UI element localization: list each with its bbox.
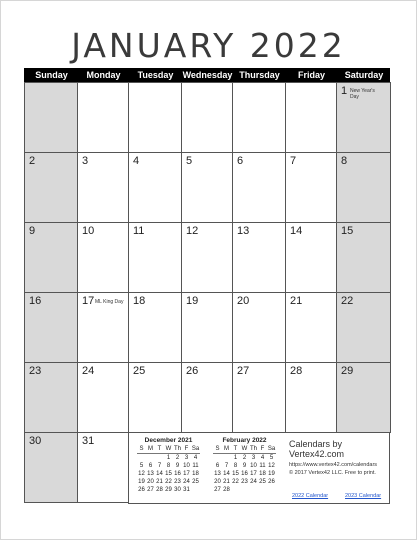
- mini-day: 7: [157, 463, 162, 469]
- day-number: 13: [237, 225, 250, 237]
- day-cell-30[interactable]: [24, 432, 78, 503]
- mini-day: [146, 454, 155, 463]
- mini-day: 13: [214, 471, 221, 477]
- empty-day-cell[interactable]: [128, 82, 182, 153]
- mini-day: 24: [183, 479, 190, 485]
- mini-day: 6: [148, 463, 153, 469]
- mini-day: 22: [232, 479, 239, 485]
- day-cell-19[interactable]: [181, 292, 233, 363]
- mini-day: 14: [223, 471, 230, 477]
- mini-weekday: Th: [249, 446, 257, 452]
- day-cell-10[interactable]: [77, 222, 129, 293]
- brand-url: https://www.vertex42.com/calendars: [289, 462, 378, 468]
- calendar-grid: [24, 68, 390, 504]
- mini-weekday: T: [155, 445, 164, 454]
- mini-day: 18: [259, 471, 266, 477]
- credits: [289, 439, 389, 476]
- mini-day: 8: [166, 463, 171, 469]
- day-number: 28: [290, 365, 303, 377]
- mini-day: 16: [241, 471, 248, 477]
- day-number: 6: [237, 155, 244, 167]
- day-number: 4: [133, 155, 140, 167]
- day-cell-28[interactable]: [285, 362, 337, 433]
- calendar-2022-link[interactable]: 2022 Calendar: [292, 493, 329, 499]
- mini-day: 1: [166, 455, 171, 461]
- day-cell-13[interactable]: [232, 222, 286, 293]
- day-number: 17: [82, 295, 95, 307]
- mini-day: 31: [183, 487, 190, 493]
- mini-day: 15: [232, 471, 239, 477]
- day-cell-17[interactable]: [77, 292, 129, 363]
- day-cell-11[interactable]: [128, 222, 182, 293]
- mini-day: 3: [251, 455, 256, 461]
- day-number: 8: [341, 155, 348, 167]
- day-cell-2[interactable]: [24, 152, 78, 223]
- empty-day-cell[interactable]: [285, 82, 337, 153]
- mini-day: 3: [184, 455, 189, 461]
- mini-day: 21: [223, 479, 230, 485]
- day-cell-18[interactable]: [128, 292, 182, 363]
- day-number: 22: [341, 295, 354, 307]
- mini-day: 2: [242, 455, 247, 461]
- empty-day-cell[interactable]: [24, 82, 78, 153]
- mini-day: [191, 486, 200, 494]
- day-number: 20: [237, 295, 250, 307]
- day-number: 11: [133, 225, 145, 237]
- mini-day: 17: [250, 471, 257, 477]
- mini-day: 22: [165, 479, 172, 485]
- mini-day: 1: [233, 455, 238, 461]
- weekday-header: [24, 68, 390, 82]
- day-number: 5: [186, 155, 193, 167]
- day-cell-16[interactable]: [24, 292, 78, 363]
- mini-day: 16: [174, 471, 181, 477]
- day-number: 26: [186, 365, 199, 377]
- mini-day: 21: [156, 479, 163, 485]
- mini-day: 4: [193, 455, 198, 461]
- mini-day: 20: [214, 479, 221, 485]
- weekday-saturday: Saturday: [344, 70, 384, 80]
- weekday-wednesday: Wednesday: [182, 70, 233, 80]
- mini-day: 17: [183, 471, 190, 477]
- weekday-tuesday: Tuesday: [137, 70, 174, 80]
- mini-calendar-february: [213, 437, 276, 494]
- mini-day: 19: [268, 471, 275, 477]
- day-cell-14[interactable]: [285, 222, 337, 293]
- mini-weekday: F: [258, 445, 267, 454]
- mini-day: 20: [147, 479, 154, 485]
- day-number: 24: [82, 365, 95, 377]
- mini-day: [231, 486, 240, 494]
- day-number: 30: [29, 435, 42, 447]
- mini-day: 10: [250, 463, 257, 469]
- mini-day: 28: [223, 487, 230, 493]
- day-cell-4[interactable]: [128, 152, 182, 223]
- mini-day: [240, 486, 249, 494]
- mini-day: 11: [259, 463, 266, 469]
- mini-day: 27: [147, 487, 154, 493]
- mini-day: 18: [192, 471, 199, 477]
- day-number: 16: [29, 295, 42, 307]
- mini-day: 29: [165, 487, 172, 493]
- day-cell-5[interactable]: [181, 152, 233, 223]
- empty-day-cell[interactable]: [181, 82, 233, 153]
- page-title: JANUARY 2022: [71, 26, 346, 65]
- day-cell-1[interactable]: [336, 82, 391, 153]
- mini-day: 9: [175, 463, 180, 469]
- mini-weekday: Th: [173, 446, 181, 452]
- mini-day: 26: [138, 487, 145, 493]
- day-cell-12[interactable]: [181, 222, 233, 293]
- mini-day: 6: [215, 463, 220, 469]
- mini-day: 10: [183, 463, 190, 469]
- day-cell-21[interactable]: [285, 292, 337, 363]
- day-number: 21: [290, 295, 303, 307]
- day-cell-7[interactable]: [285, 152, 337, 223]
- mini-day: 24: [250, 479, 257, 485]
- day-number: 1: [341, 85, 348, 97]
- day-cell-24[interactable]: [77, 362, 129, 433]
- day-number: 23: [29, 365, 42, 377]
- mini-day: [155, 454, 164, 463]
- mini-day: 5: [269, 455, 274, 461]
- weekday-sunday: Sunday: [35, 70, 68, 80]
- day-cell-3[interactable]: [77, 152, 129, 223]
- mini-day: 2: [175, 455, 180, 461]
- day-cell-9[interactable]: [24, 222, 78, 293]
- empty-day-cell[interactable]: [77, 82, 129, 153]
- day-number: 3: [82, 155, 89, 167]
- day-cell-22[interactable]: [336, 292, 391, 363]
- day-number: 2: [29, 155, 36, 167]
- mini-day: 25: [192, 479, 199, 485]
- mini-day: 30: [174, 487, 181, 493]
- mini-day: 27: [214, 487, 221, 493]
- brand-text: Calendars by Vertex42.com: [289, 439, 345, 459]
- mini-weekday: W: [165, 446, 172, 452]
- day-number: 7: [290, 155, 297, 167]
- mini-day: [267, 486, 276, 494]
- copyright-text: © 2017 Vertex42 LLC. Free to print.: [289, 470, 376, 476]
- day-number: 9: [29, 225, 36, 237]
- day-number: 18: [133, 295, 146, 307]
- day-cell-23[interactable]: [24, 362, 78, 433]
- mini-day: 26: [268, 479, 275, 485]
- day-number: 29: [341, 365, 354, 377]
- mini-day: 12: [268, 463, 275, 469]
- day-cell-6[interactable]: [232, 152, 286, 223]
- mini-weekday: T: [231, 445, 240, 454]
- mini-day: [258, 486, 267, 494]
- mini-day: [213, 454, 222, 463]
- calendar-2023-link[interactable]: 2023 Calendar: [345, 493, 382, 499]
- mini-day: 9: [242, 463, 247, 469]
- day-number: 14: [290, 225, 303, 237]
- mini-calendar-title: February 2022: [222, 437, 267, 444]
- mini-day: [222, 454, 231, 463]
- mini-day: 15: [165, 471, 172, 477]
- mini-weekday: M: [224, 446, 229, 452]
- mini-weekday: W: [241, 446, 248, 452]
- day-number: 12: [186, 225, 199, 237]
- mini-weekday: M: [148, 446, 153, 452]
- mini-day: 4: [260, 455, 265, 461]
- mini-weekday: S: [213, 445, 222, 454]
- day-cell-26[interactable]: [181, 362, 233, 433]
- mini-weekday: F: [182, 445, 191, 454]
- mini-day: 7: [224, 463, 229, 469]
- day-cell-15[interactable]: [336, 222, 391, 293]
- mini-day: 12: [138, 471, 145, 477]
- mini-day: [137, 454, 146, 463]
- day-number: 31: [82, 435, 95, 447]
- mini-day: 11: [192, 463, 199, 469]
- day-number: 25: [133, 365, 146, 377]
- day-cell-31[interactable]: [77, 432, 129, 503]
- empty-day-cell[interactable]: [232, 82, 286, 153]
- holiday-label: New Year's Day: [350, 88, 375, 100]
- mini-day: 23: [241, 479, 248, 485]
- holiday-label: ML King Day: [95, 299, 124, 305]
- mini-day: 23: [174, 479, 181, 485]
- mini-day: 25: [259, 479, 266, 485]
- weekday-friday: Friday: [297, 70, 325, 80]
- day-number: 15: [341, 225, 354, 237]
- mini-day: 13: [147, 471, 154, 477]
- mini-day: 14: [156, 471, 163, 477]
- mini-calendar-title: December 2021: [144, 437, 193, 444]
- mini-day: 28: [156, 487, 163, 493]
- mini-calendar-december: [137, 437, 200, 494]
- mini-day: [249, 486, 258, 494]
- footer-area: [128, 432, 390, 504]
- mini-weekday: S: [137, 445, 146, 454]
- day-number: 19: [186, 295, 199, 307]
- day-cell-29[interactable]: [336, 362, 391, 433]
- day-cell-20[interactable]: [232, 292, 286, 363]
- mini-day: 5: [139, 463, 144, 469]
- mini-day: 19: [138, 479, 145, 485]
- mini-weekday: Sa: [267, 446, 276, 452]
- weekday-monday: Monday: [86, 70, 121, 80]
- day-cell-27[interactable]: [232, 362, 286, 433]
- day-cell-8[interactable]: [336, 152, 391, 223]
- day-number: 10: [82, 225, 95, 237]
- mini-weekday: Sa: [191, 446, 200, 452]
- day-cell-25[interactable]: [128, 362, 182, 433]
- day-number: 27: [237, 365, 250, 377]
- mini-day: 8: [233, 463, 238, 469]
- weekday-thursday: Thursday: [239, 70, 280, 80]
